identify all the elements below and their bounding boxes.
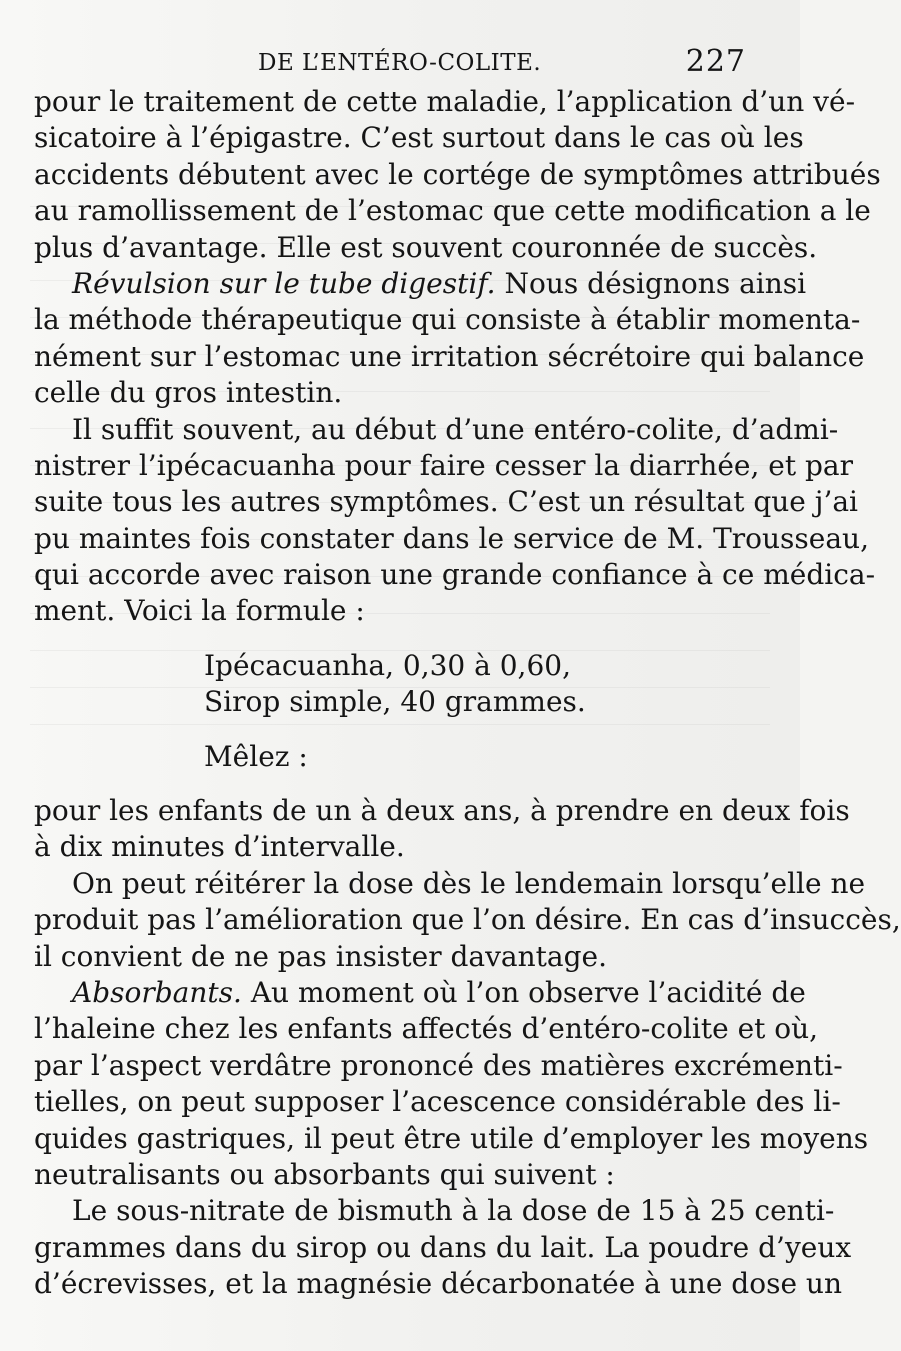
text-line: par l’aspect verdâtre prononcé des matières excrémenti- [34, 1048, 843, 1082]
text-line: neutralisants ou absorbants qui suivent : [34, 1157, 615, 1191]
text-line: suite tous les autres symptômes. C’est un résultat que j’ai [34, 485, 859, 519]
italic-lead: Révulsion sur le tube digestif. [72, 266, 496, 300]
text-run: Au moment où l’on observe l’acidité de [241, 975, 806, 1009]
text-run: Nous désignons ainsi [495, 266, 807, 300]
text-line [34, 266, 807, 302]
text-line: nément sur l’estomac une irritation sécrétoire qui balance [34, 339, 865, 373]
paragraph-6 [34, 975, 869, 1193]
text-line: la méthode thérapeutique qui consiste à établir momenta- [34, 303, 861, 337]
text-line: pu maintes fois constater dans le service de M. Trousseau, [34, 521, 869, 555]
text-line: celle du gros intestin. [34, 376, 343, 410]
text-line: il convient de ne pas insister davantage. [34, 939, 607, 973]
text-line: plus d’avantage. Elle est souvent couronnée de succès. [34, 230, 818, 264]
paragraph-1 [34, 84, 881, 266]
text-line: tielles, on peut supposer l’acescence considérable des li- [34, 1085, 841, 1119]
italic-lead: Absorbants. [72, 975, 242, 1009]
running-title: DE L’ENTÉRO-COLITE. [258, 50, 542, 76]
text-line: produit pas l’amélioration que l’on désire. En cas d’insuccès, [34, 903, 901, 937]
text-line: à dix minutes d’intervalle. [34, 830, 405, 864]
text-line: pour le traitement de cette maladie, l’application d’un vé- [34, 85, 856, 118]
text-line: pour les enfants de un à deux ans, à prendre en deux fois [34, 794, 850, 828]
paragraph-4 [34, 793, 850, 866]
formula [34, 648, 754, 721]
text-line: au ramollissement de l’estomac que cette modification a le [34, 194, 871, 228]
paragraph-7 [34, 1193, 852, 1302]
text-line: Il suffit souvent, au début d’une entéro-colite, d’admi- [72, 412, 839, 446]
text-line: l’haleine chez les enfants affectés d’entéro-colite et où, [34, 1012, 819, 1046]
text-line: On peut réitérer la dose dès le lendemain lorsqu’elle ne [72, 866, 866, 900]
text-line [34, 975, 806, 1011]
text-line: qui accorde avec raison une grande confiance à ce médica- [34, 558, 876, 592]
text-line: accidents débutent avec le cortége de symptômes attribués [34, 157, 881, 191]
spacer [34, 630, 754, 648]
formula-line: Sirop simple, 40 grammes. [204, 685, 586, 719]
text-line: quides gastriques, il peut être utile d’employer les moyens [34, 1121, 869, 1155]
spacer [34, 775, 754, 793]
page-number: 227 [685, 44, 746, 79]
paragraph-2 [34, 266, 865, 412]
page-header [258, 44, 746, 84]
text-line: Le sous-nitrate de bismuth à la dose de 15 à 25 centi- [72, 1194, 835, 1228]
text-line: nistrer l’ipécacuanha pour faire cesser la diarrhée, et par [34, 448, 853, 482]
formula-instruction: Mêlez : [204, 739, 308, 773]
document-body [34, 84, 901, 1303]
spacer [34, 721, 754, 739]
text-line: ment. Voici la formule : [34, 594, 365, 628]
formula-line: Ipécacuanha, 0,30 à 0,60, [204, 648, 571, 682]
text-line: sicatoire à l’épigastre. C’est surtout dans le cas où les [34, 121, 804, 155]
paragraph-3 [34, 412, 876, 630]
text-line: grammes dans du sirop ou dans du lait. La poudre d’yeux [34, 1230, 852, 1264]
paragraph-5 [34, 866, 901, 975]
text-line: d’écrevisses, et la magnésie décarbonatée à une dose un [34, 1267, 842, 1301]
